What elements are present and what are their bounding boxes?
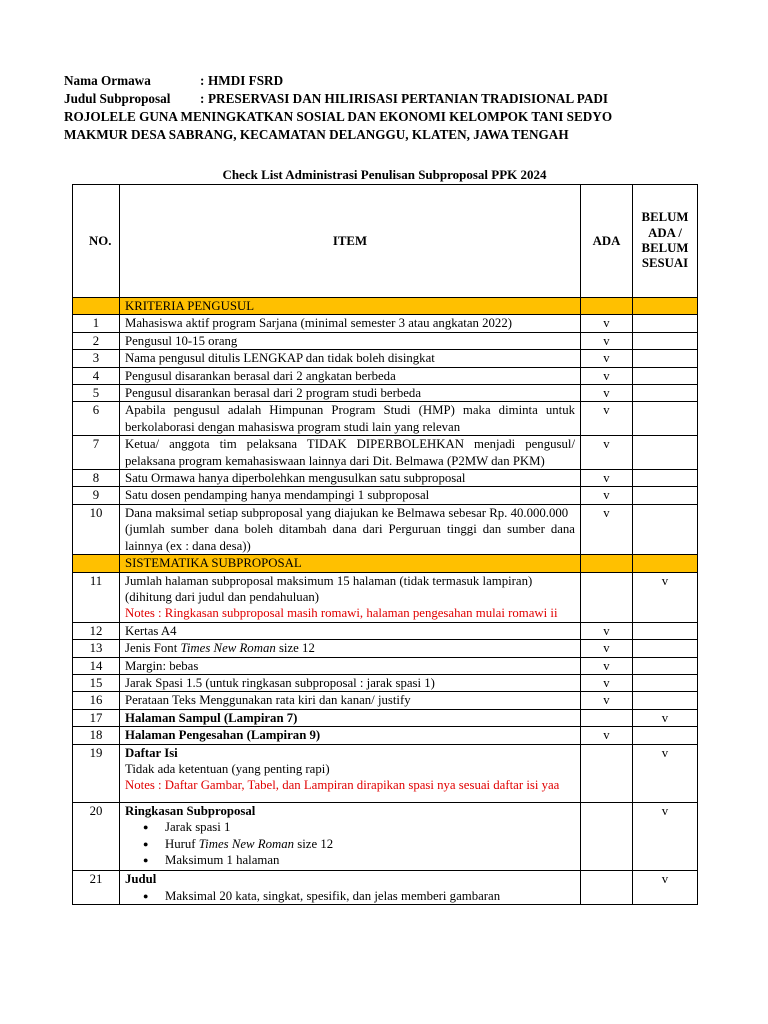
judul-line-3: MAKMUR DESA SABRANG, KECAMATAN DELANGGU, KLATEN, JAWA TENGAH xyxy=(64,127,569,142)
row-item xyxy=(120,871,581,905)
table-header-row xyxy=(73,185,698,298)
row-item: Pengusul disarankan berasal dari 2 program studi berbeda xyxy=(120,385,581,402)
row-belum xyxy=(633,640,698,657)
row-item: Jarak Spasi 1.5 (untuk ringkasan subproposal : jarak spasi 1) xyxy=(120,674,581,691)
row-belum xyxy=(633,367,698,384)
ormawa-separator: : xyxy=(200,73,205,88)
section-row-sistematika xyxy=(73,555,698,572)
row-no: 16 xyxy=(73,692,120,709)
checklist-title: Check List Administrasi Penulisan Subproposal PPK 2024 xyxy=(222,167,547,182)
row-belum xyxy=(633,674,698,691)
header-belum: BELUM ADA / BELUM SESUAI xyxy=(633,185,698,298)
row-ada: v xyxy=(581,674,633,691)
row-belum xyxy=(633,470,698,487)
ormawa-value: HMDI FSRD xyxy=(208,73,284,88)
table-row xyxy=(73,470,698,487)
row-item: Nama pengusul ditulis LENGKAP dan tidak boleh disingkat xyxy=(120,350,581,367)
table-row xyxy=(73,871,698,905)
judul-separator: : xyxy=(200,91,205,106)
table-row xyxy=(73,315,698,332)
row-note: Notes : Daftar Gambar, Tabel, dan Lampiran dirapikan spasi nya sesuai daftar isi yaa xyxy=(125,778,560,793)
list-item-text: Huruf xyxy=(165,836,199,851)
row-item-text: Judul xyxy=(125,872,157,887)
section-row-kriteria xyxy=(73,298,698,315)
judul-line-1: PRESERVASI DAN HILIRISASI PERTANIAN TRADISIONAL PADI xyxy=(208,91,609,106)
row-ada xyxy=(581,871,633,905)
row-item-subtext: (jumlah sumber dana boleh ditambah dana dari Perguruan tinggi dan sumber dana lainnya (ex : dana desa)) xyxy=(125,522,575,553)
row-no: 21 xyxy=(73,871,120,905)
row-ada: v xyxy=(581,367,633,384)
row-ada: v xyxy=(581,692,633,709)
row-no: 14 xyxy=(73,657,120,674)
row-item-text: Daftar Isi xyxy=(125,745,178,760)
row-bullet-list xyxy=(125,888,575,904)
row-belum xyxy=(633,692,698,709)
row-item-text: Jumlah halaman subproposal maksimum 15 halaman (tidak termasuk lampiran) xyxy=(125,573,533,588)
row-ada: v xyxy=(581,385,633,402)
row-item-subtext: (dihitung dari judul dan pendahuluan) xyxy=(125,589,320,604)
row-note: Notes : Ringkasan subproposal masih romawi, halaman pengesahan mulai romawi ii xyxy=(125,606,558,621)
row-bullet-list xyxy=(125,819,575,868)
row-no: 1 xyxy=(73,315,120,332)
checklist-table xyxy=(72,184,698,905)
row-no: 7 xyxy=(73,436,120,470)
row-belum xyxy=(633,487,698,504)
row-item-text: Ringkasan Subproposal xyxy=(125,803,256,818)
row-item xyxy=(120,802,581,871)
judul-line-2: ROJOLELE GUNA MENINGKATKAN SOSIAL DAN EKONOMI KELOMPOK TANI SEDYO xyxy=(64,109,613,124)
row-item: Perataan Teks Menggunakan rata kiri dan kanan/ justify xyxy=(120,692,581,709)
row-belum: v xyxy=(633,744,698,802)
row-no: 9 xyxy=(73,487,120,504)
table-row xyxy=(73,385,698,402)
table-row xyxy=(73,657,698,674)
row-ada: v xyxy=(581,657,633,674)
header-no: NO. xyxy=(73,185,120,298)
ormawa-label: Nama Ormawa xyxy=(64,73,151,88)
table-row xyxy=(73,692,698,709)
row-belum xyxy=(633,385,698,402)
row-ada: v xyxy=(581,487,633,504)
row-no: 20 xyxy=(73,802,120,871)
list-item: ● Jarak spasi 1 xyxy=(153,819,575,835)
row-ada: v xyxy=(581,315,633,332)
row-item: Halaman Pengesahan (Lampiran 9) xyxy=(120,727,581,744)
list-item-text: size 12 xyxy=(294,836,334,851)
table-row xyxy=(73,332,698,349)
row-ada: v xyxy=(581,436,633,470)
table-row xyxy=(73,367,698,384)
document-header xyxy=(64,72,704,144)
row-ada xyxy=(581,802,633,871)
row-item: Kertas A4 xyxy=(120,622,581,639)
row-belum xyxy=(633,657,698,674)
header-item: ITEM xyxy=(120,185,581,298)
table-row xyxy=(73,487,698,504)
row-no: 18 xyxy=(73,727,120,744)
list-item: ● Maksimum 1 halaman xyxy=(153,852,575,868)
row-belum xyxy=(633,315,698,332)
row-no: 13 xyxy=(73,640,120,657)
row-no: 11 xyxy=(73,572,120,622)
row-ada: v xyxy=(581,350,633,367)
row-item: Pengusul disarankan berasal dari 2 angkatan berbeda xyxy=(120,367,581,384)
table-row xyxy=(73,674,698,691)
row-belum xyxy=(633,436,698,470)
row-item-italic: Times New Roman xyxy=(180,641,276,656)
row-no: 4 xyxy=(73,367,120,384)
list-item xyxy=(153,836,575,852)
row-ada: v xyxy=(581,402,633,436)
row-item: Halaman Sampul (Lampiran 7) xyxy=(120,709,581,726)
row-belum xyxy=(633,402,698,436)
table-row xyxy=(73,622,698,639)
row-no: 6 xyxy=(73,402,120,436)
row-ada xyxy=(581,709,633,726)
header-ada: ADA xyxy=(581,185,633,298)
row-no: 17 xyxy=(73,709,120,726)
table-row xyxy=(73,640,698,657)
row-belum: v xyxy=(633,709,698,726)
row-item-text: Dana maksimal setiap subproposal yang diajukan ke Belmawa sebesar Rp. 40.000.000 xyxy=(125,505,569,520)
list-item: ● Maksimal 20 kata, singkat, spesifik, dan jelas memberi gambaran xyxy=(153,888,575,904)
row-ada: v xyxy=(581,470,633,487)
table-row xyxy=(73,350,698,367)
row-belum: v xyxy=(633,572,698,622)
row-no: 12 xyxy=(73,622,120,639)
row-item xyxy=(120,640,581,657)
row-belum xyxy=(633,622,698,639)
row-no: 15 xyxy=(73,674,120,691)
row-item xyxy=(120,504,581,554)
row-ada: v xyxy=(581,332,633,349)
table-row xyxy=(73,727,698,744)
row-item xyxy=(120,572,581,622)
row-item-text: size 12 xyxy=(275,641,315,656)
row-ada: v xyxy=(581,504,633,554)
table-row xyxy=(73,572,698,622)
row-belum xyxy=(633,504,698,554)
row-ada: v xyxy=(581,640,633,657)
row-item: Apabila pengusul adalah Himpunan Program Studi (HMP) maka diminta untuk berkolaborasi dengan mahasiswa program studi lain yang relevan xyxy=(120,402,581,436)
table-row xyxy=(73,802,698,871)
row-item: Mahasiswa aktif program Sarjana (minimal semester 3 atau angkatan 2022) xyxy=(120,315,581,332)
row-item: Satu Ormawa hanya diperbolehkan mengusulkan satu subproposal xyxy=(120,470,581,487)
row-belum xyxy=(633,332,698,349)
row-no: 2 xyxy=(73,332,120,349)
row-item-subtext: Tidak ada ketentuan (yang penting rapi) xyxy=(125,761,330,776)
judul-row xyxy=(64,90,704,108)
section-sistematika-subproposal: SISTEMATIKA SUBPROPOSAL xyxy=(120,555,581,572)
row-no: 8 xyxy=(73,470,120,487)
row-item: Pengusul 10-15 orang xyxy=(120,332,581,349)
row-no: 19 xyxy=(73,744,120,802)
row-ada: v xyxy=(581,622,633,639)
row-item: Margin: bebas xyxy=(120,657,581,674)
row-no: 5 xyxy=(73,385,120,402)
row-item: Satu dosen pendamping hanya mendampingi 1 subproposal xyxy=(120,487,581,504)
table-row xyxy=(73,402,698,436)
row-item-text: Jenis Font xyxy=(125,641,181,656)
ormawa-row xyxy=(64,72,704,90)
row-no: 3 xyxy=(73,350,120,367)
row-belum xyxy=(633,727,698,744)
row-item: Ketua/ anggota tim pelaksana TIDAK DIPERBOLEHKAN menjadi pengusul/ pelaksana program kemahasiswaan lainnya dari Dit. Belmawa (P2MW dan PKM) xyxy=(120,436,581,470)
row-ada xyxy=(581,572,633,622)
row-item xyxy=(120,744,581,802)
table-row xyxy=(73,436,698,470)
table-row xyxy=(73,744,698,802)
row-belum xyxy=(633,350,698,367)
row-no: 10 xyxy=(73,504,120,554)
row-ada: v xyxy=(581,727,633,744)
table-row xyxy=(73,709,698,726)
table-row xyxy=(73,504,698,554)
list-item-italic: Times New Roman xyxy=(198,836,295,851)
section-kriteria-pengusul: KRITERIA PENGUSUL xyxy=(120,298,581,315)
judul-label: Judul Subproposal xyxy=(64,91,171,106)
row-ada xyxy=(581,744,633,802)
row-belum: v xyxy=(633,802,698,871)
row-belum: v xyxy=(633,871,698,905)
